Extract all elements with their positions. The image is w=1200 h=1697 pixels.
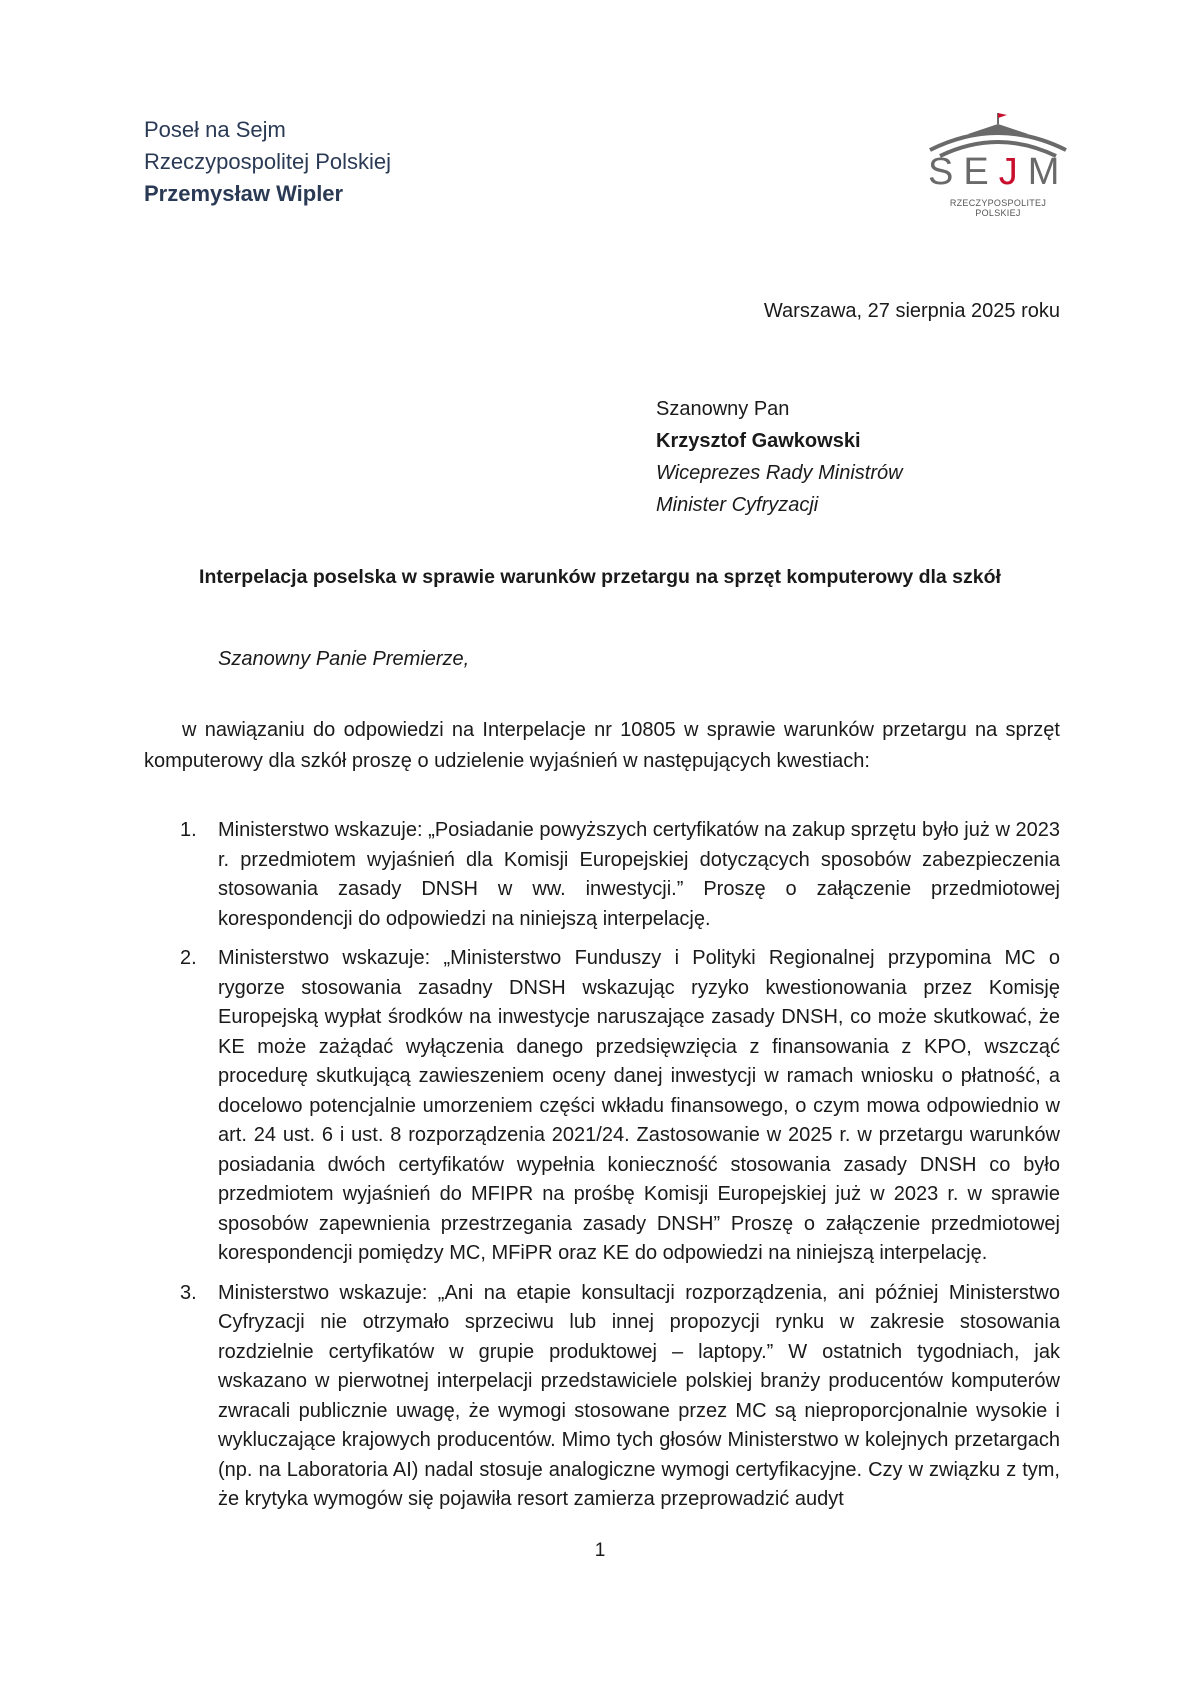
- sender-line-1: Poseł na Sejm: [144, 117, 286, 142]
- sejm-wordmark: SEJM: [928, 151, 1070, 193]
- addressee-name: Krzysztof Gawkowski: [656, 430, 861, 452]
- sender-line-2: Rzeczypospolitej Polskiej: [144, 149, 391, 174]
- sender-block: [144, 114, 391, 210]
- intro-paragraph: w nawiązaniu do odpowiedzi na Interpelacje nr 10805 w sprawie warunków przetargu na sprzęt komputerowy dla szkół proszę o udzielenie wyjaśnień w następujących kwestiach:: [144, 719, 1060, 772]
- list-item: [144, 816, 1060, 934]
- list-item-text: Ministerstwo wskazuje: „Ministerstwo Funduszy i Polityki Regionalnej przypomina MC o rygorze stosowania zasadny DNSH wskazując ryzyko kwestionowania przez Komisję Europejską wypłat środków na inwestycje naruszające zasady DNSH, co może skutkować, że KE może zażądać wyłączenia danego przedsięwzięcia z finansowania z KPO, wszcząć procedurę skutkującą zawieszeniem oceny danej inwestycji w ramach wniosku o płatność, a docelowo potencjalnie umorzeniem części wkładu finansowego, o czym mowa odpowiednio w art. 24 ust. 6 i ust. 8 rozporządzenia 2021/24. Zastosowanie w 2025 r. w przetargu warunków posiadania dwóch certyfikatów wypełnia konieczność stosowania zasady DNSH co było przedmiotem wyjaśnień do MFIPR na prośbę Komisji Europejskiej już w 2023 r. w sprawie sposobów zapewnienia przestrzegania zasady DNSH” Proszę o załączenie przedmiotowej korespondencji pomiędzy MC, MFiPR oraz KE do odpowiedzi na niniejszą interpelację.: [218, 947, 1060, 1264]
- sejm-subtitle: RZECZYPOSPOLITEJ POLSKIEJ: [949, 198, 1047, 218]
- addressee-greeting: Szanowny Pan: [656, 398, 790, 420]
- page-number: 1: [594, 1540, 606, 1561]
- questions-list: [144, 816, 1060, 1525]
- list-item-number: 1.: [180, 819, 197, 841]
- addressee-block: [656, 393, 903, 521]
- list-item: [144, 1279, 1060, 1515]
- list-item-number: 2.: [180, 947, 197, 969]
- list-item-text: Ministerstwo wskazuje: „Posiadanie powyższych certyfikatów na zakup sprzętu było już w 2023 r. przedmiotem wyjaśnień dla Komisji Europejskiej dotyczących sposobów zabezpieczenia stosowania zasady DNSH w ww. inwestycji.” Proszę o załączenie przedmiotowej korespondencji do odpowiedzi na niniejszą interpelację.: [218, 819, 1060, 930]
- salutation: Szanowny Panie Premierze,: [218, 648, 470, 670]
- letter-subject: Interpelacja poselska w sprawie warunków przetargu na sprzęt komputerowy dla szkół: [199, 566, 1001, 588]
- list-item-number: 3.: [180, 1281, 197, 1304]
- addressee-title-2: Minister Cyfryzacji: [656, 494, 819, 516]
- sender-name: Przemysław Wipler: [144, 181, 344, 206]
- addressee-title-1: Wiceprezes Rady Ministrów: [656, 462, 903, 484]
- sejm-logo: [928, 110, 1070, 218]
- list-item: [144, 944, 1060, 1269]
- letter-date: Warszawa, 27 sierpnia 2025 roku: [763, 300, 1060, 322]
- list-item-text: Ministerstwo wskazuje: „Ani na etapie konsultacji rozporządzenia, ani później Ministerstwo Cyfryzacji nie otrzymało sprzeciwu lub innej propozycji rynku w zakresie stosowania rozdzielnie certyfikatów w grupie produktowej – laptopy.” W ostatnich tygodniach, jak wskazano w pierwotnej interpelacji przedstawiciele polskiej branży producentów komputerów zwracali publicznie uwagę, że wymogi stosowane przez MC są nieproporcjonalnie wysokie i wykluczające krajowych producentów. Mimo tych głosów Ministerstwo w kolejnych przetargach (np. na Laboratoria AI) nadal stosuje analogiczne wymogi certyfikacyjne. Czy w związku z tym, że krytyka wymogów się pojawiła resort zamierza przeprowadzić audyt: [218, 1281, 1060, 1510]
